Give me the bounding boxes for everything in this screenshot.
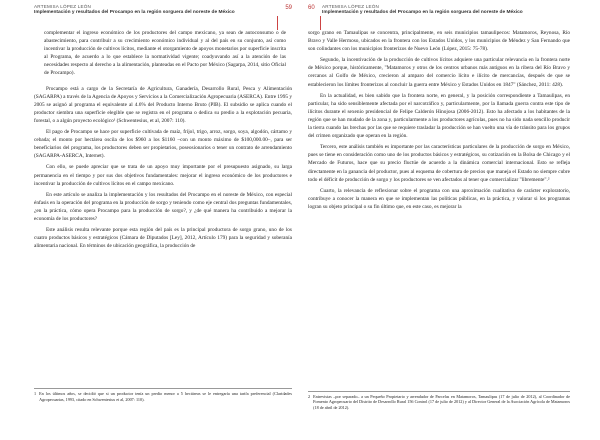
paragraph: Cuarto, la relevancia de reflexionar sobre el programa con una aproximación cualitativa de carácter exploratorio, contribuye a conocer la manera en que se implementan las políticas públicas, en la práctica, y valorar si los programas logran su objeto principal o su fin último que, en este caso, es mejorar la	[308, 187, 570, 210]
footnote-text: En los últimos años, se decidió que si un productor tenía un predio menor a 5 hectáreas se le entregaría una tarifa preferencial (Claridades Agropecuarias, 1993, citado en Schwentesius et al, 2007: 110).	[39, 391, 292, 402]
paragraph: Con ello, se puede apreciar que se trata de un apoyo muy importante por el presupuesto asignado, su larga permanencia en el tiempo y por sus dos objetivos fundamentales: mejorar el ingreso económico de los productores e incentivar la producción de cultivos lícitos en el campo mexicano.	[34, 164, 292, 187]
left-header-author: ARTEMISA LÓPEZ LEÓN	[34, 4, 92, 9]
paragraph: En la actualidad, es bien sabido que la frontera norte, en general, y la posición correspondiente a Tamaulipas, en particular, ha sido sensiblemente afectada por el narcotráfico y, particularmente, por la llamada guerra contra este tipo de ilícitos durante el sexenio presidencial de Felipe Calderón Hinojosa (2006-2012). Esto ha afectado a los habitantes de la región que se han mudado de la zona y, particularmente a los productores agrícolas, pues no ha sido nada sencillo producir la tierra cuando las brechas por las que se requiere trasladar la producción se han vuelto una vía de tránsito para los grupos del crimen organizado que operan en la región.	[308, 92, 570, 140]
left-header-title: Implementación y resultados del Procampo en la región sorguera del noreste de México	[34, 10, 235, 15]
right-footnotes	[308, 391, 570, 410]
footnote	[34, 391, 292, 402]
left-page-number: 59	[285, 5, 292, 11]
left-page-header	[34, 4, 292, 30]
left-header-rule	[277, 16, 278, 30]
paragraph: En este artículo se analiza la implementación y los resultados del Procampo en el noreste de México, con especial énfasis en la operación del programa en la producción de sorgo y teniendo como eje central dos preguntas fundamentales, ¿en la práctica, cómo opera Procampo para la producción de sorgo?, y ¿de qué manera ha contribuido a mejorar la economía de los productores?	[34, 191, 292, 222]
left-page-body	[34, 29, 292, 253]
right-header-title: Implementación y resultados del Procampo en la región sorguera del noreste de México	[322, 10, 523, 15]
paragraph: sorgo grano en Tamaulipas se concentra, principalmente, en seis municipios tamaulipecos: Matamoros, Reynosa, Río Bravo y Valle Hermoso, ubicados en la frontera con los Estados Unidos, y los municipios de Méndez y San Fernando que son colindantes con los municipios fronterizos de Nuevo León (López, 2015: 75-78).	[308, 30, 570, 53]
footnote-number: 2	[308, 393, 311, 399]
paragraph: Procampo está a cargo de la Secretaría de Agricultura, Ganadería, Desarrollo Rural, Pesca y Alimentación (SAGARPA) a través de la Agencia de Apoyos y Servicios a la Comercialización Agropecuaria (ASERCA). Entre 1995 y 2005 se asignó al programa el equivalente al 4.6% del Producto Interno Bruto (PIB). El subsidio se aplica cuando el productor siembra una superficie elegible que se registra en el programa o dedica su predio a la explotación pecuaria, forestal, o a algún proyecto ecológico¹ (Schwentesius, et al, 2007: 110).	[34, 85, 292, 124]
paragraph: Segundo, la incentivación de la producción de cultivos lícitos adquiere una particular relevancia en la frontera norte de México porque, históricamente, "Matamoros y otros de los centros urbanos más antiguos en la ribera del Río Bravo y cercanos al Golfo de México, crecieron al amparo del comercio lícito e ilícito de mercancías, después de que se establecieron los límites fronterizos al concluir la guerra entre México y Estados Unidos en 1847" (Sánchez, 2011: 428).	[308, 57, 570, 88]
right-header-author: ARTEMISA LÓPEZ LEÓN	[322, 4, 380, 9]
paragraph: El pago de Procampo se hace por superficie cultivada de maíz, frijol, trigo, arroz, sorgo, soya, algodón, cártamo y cebada; el monto por hectárea oscila de los $960 a los $1160 –con un monto máximo de $100,000.00–, para ser beneficiarios del programa, los productores deben ser propietarios, poseosionarios o tener un contrato de arrendamiento (SAGARPA-ASERCA, Internet).	[34, 129, 292, 160]
footnote-number: 1	[34, 391, 37, 397]
right-header-rule	[320, 16, 321, 30]
right-page-header	[308, 4, 566, 30]
paragraph: Este análisis resulta relevante porque esta región del país es la principal productora de sorgo grano, uno de los cuatro productos básicos y estratégicos (Cámara de Diputados [Ley], 2012, Artículo 179) para la seguridad y soberanía alimentaria nacional. En términos de ubicación geográfica, la producción de	[34, 227, 292, 250]
footnote-text: Entrevistas –por separado– a un Pequeño Propietario y arrendador de Parcelas en Matamoros, Tamaulipas (17 de julio de 2012), al Coordinador de Fomento Agropecuario del Distrito de Desarrollo Rural 156 Control (17 de julio de 2012) y al Director General de la Asociación Agrícola de Matamoros (18 de abril de 2012).	[313, 393, 570, 410]
left-footnotes	[34, 388, 292, 402]
right-page-number: 60	[308, 5, 315, 11]
right-header-text	[322, 4, 566, 15]
footnote	[308, 394, 570, 410]
paragraph: Tercero, este análisis también es importante por las características particulares de la producción de sorgo en México, pues se tiene en consideración como uno de los productos básicos y estratégicos, su cotización en la Bolsa de Chicago y el Mercado de Futuros, hace que su precio fluctúe de acuerdo a la dinámica comercial internacional. Esto se refleja directamente en la ganancia del productor, pues al esquema de cobertura de precios que maneja el Estado no siempre cubre todo el déficit de producción de sorgo y los productores se ven afectados al tener que comercializar "libremente".²	[308, 144, 570, 183]
block-quote: complementar el ingreso económico de los productores del campo mexicano, ya sean de autoconsumo o de abastecimiento, para contribuir a su crecimiento económico individual y al del país en su conjunto, así como incentivar la producción de cultivos lícitos, mediante el otorgamiento de apoyos monetarios por superficie inscrita al Programa, de acuerdo a lo que establece la normatividad vigente; coadyuvando así a la atención de las necesidades respecto al derecho a la alimentación, planteadas en el Pacto por México (Sagarpa, 2014, sitio Oficial de Procampo).	[44, 30, 286, 77]
right-page-body	[308, 29, 570, 214]
right-page	[300, 0, 600, 440]
